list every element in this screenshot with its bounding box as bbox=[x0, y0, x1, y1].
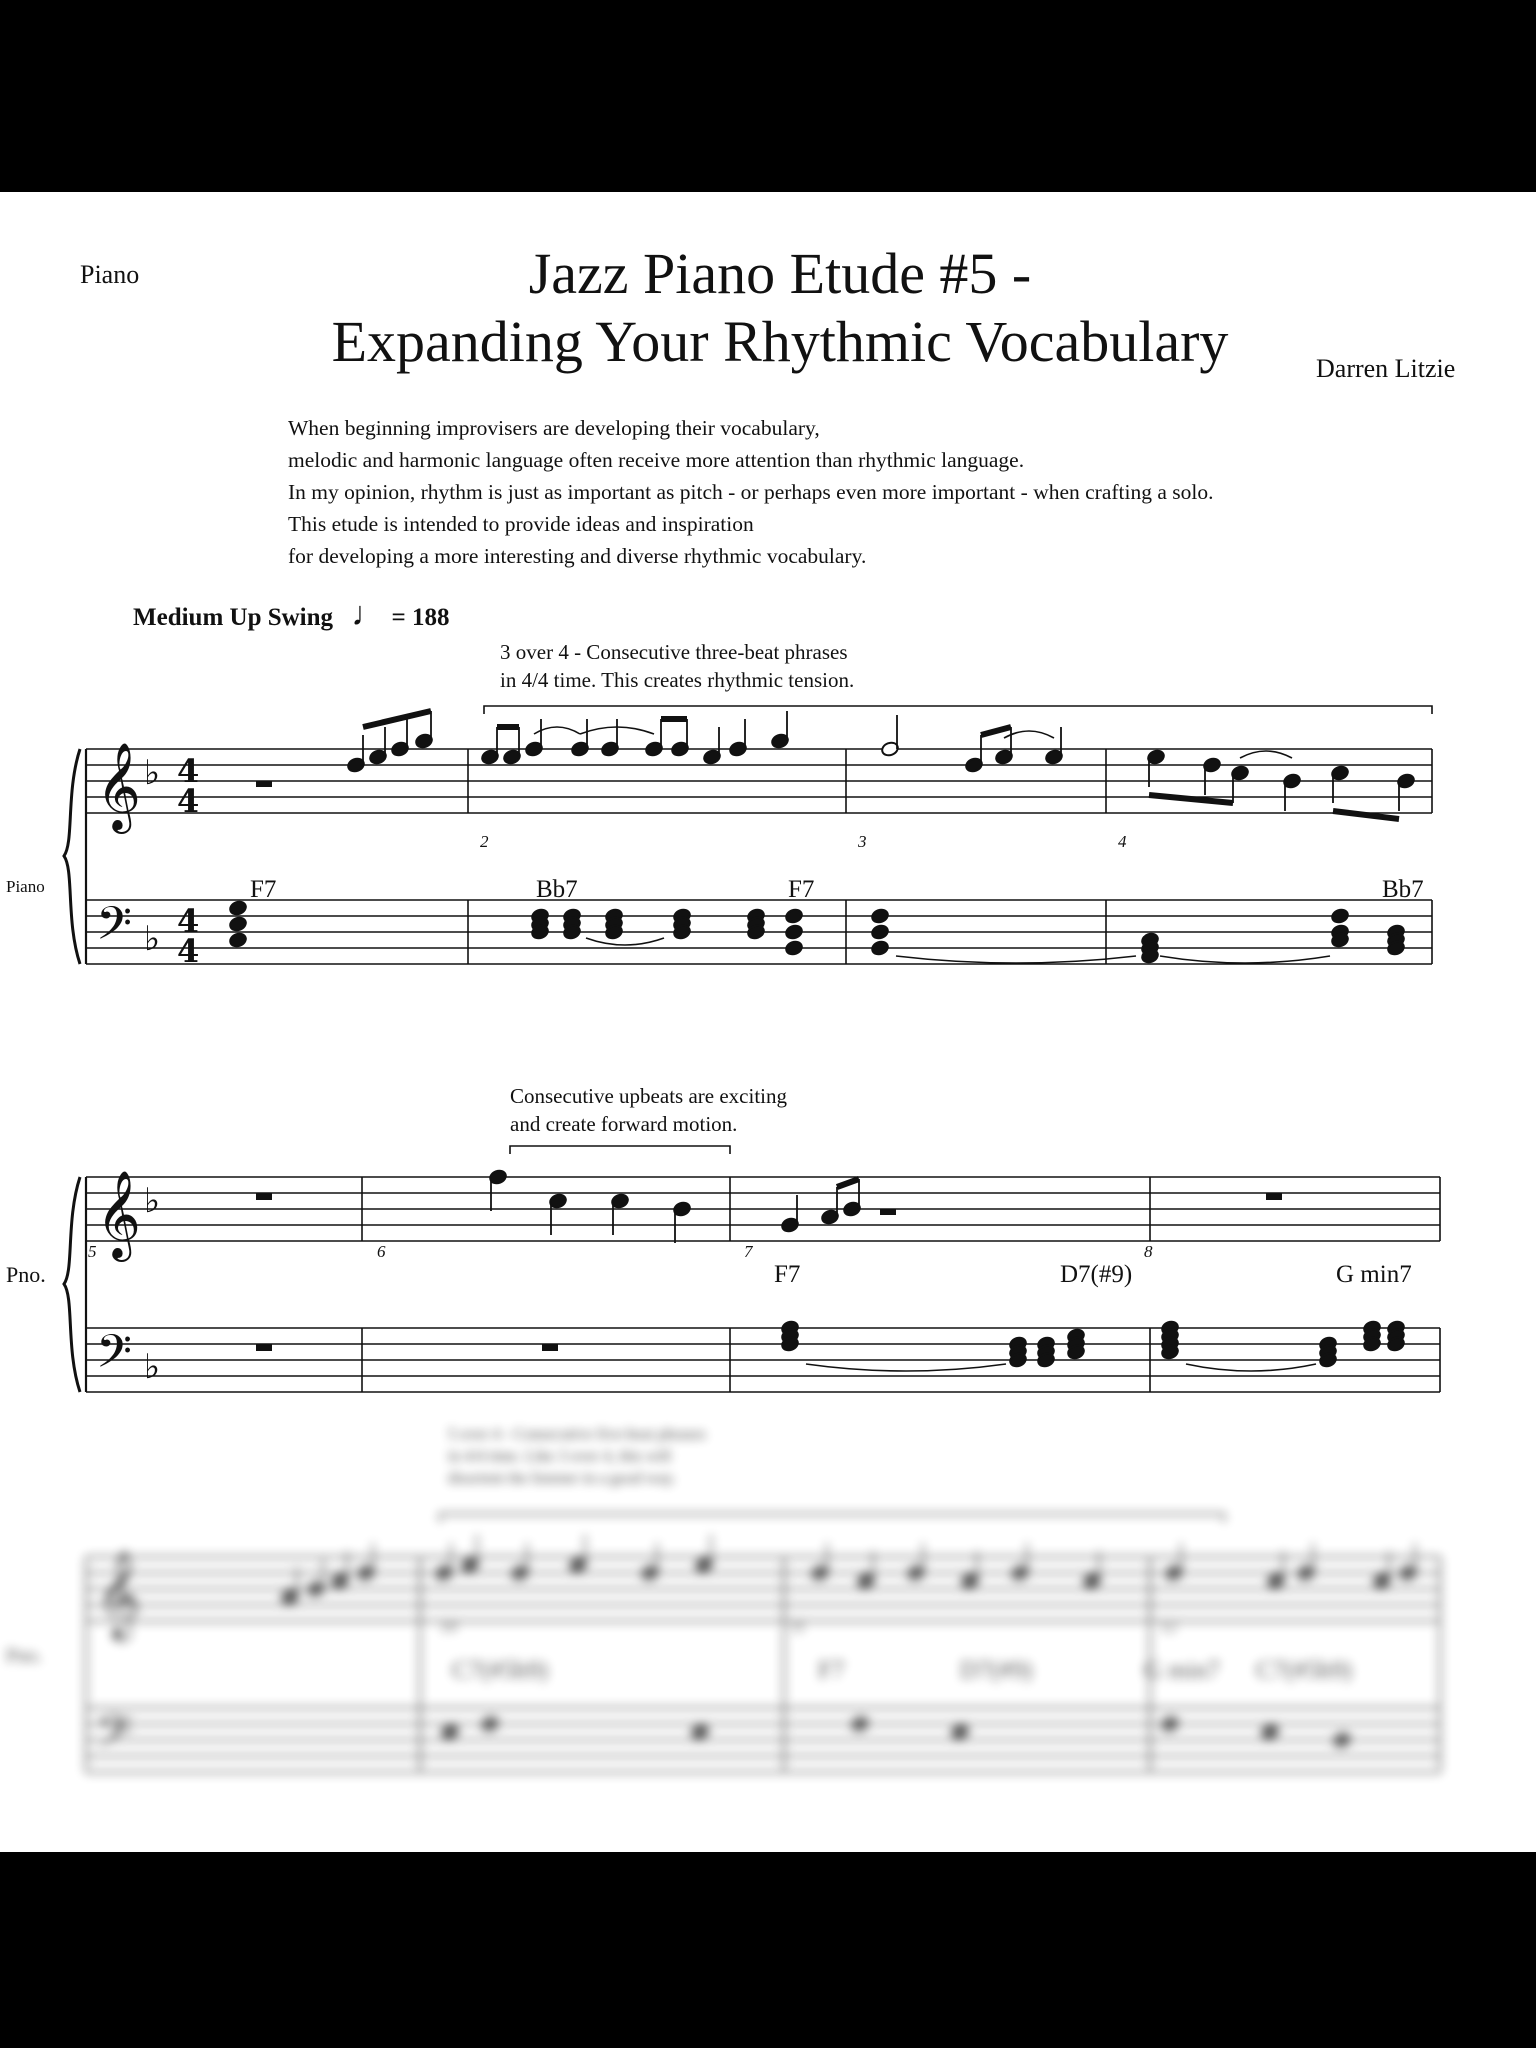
time-sig-bottom: 4 bbox=[177, 932, 200, 970]
phrase-bracket bbox=[510, 1146, 730, 1154]
system-3-blurred bbox=[6, 1514, 1440, 1772]
treble-clef-icon: 𝄞 bbox=[96, 1169, 141, 1258]
bass-clef-icon: 𝄢 bbox=[96, 897, 133, 962]
intro-line: melodic and harmonic language often receive more attention than rhythmic language. bbox=[288, 448, 1025, 472]
tie bbox=[1186, 1364, 1316, 1371]
chord-symbol: C7(#5b9) bbox=[1256, 1657, 1352, 1684]
chord-symbol: C7(#5b9) bbox=[452, 1657, 548, 1684]
beam bbox=[981, 727, 1011, 735]
annotation-line: 5 over 4 - Consecutive five-beat phrases bbox=[448, 1426, 706, 1443]
notehead bbox=[950, 1724, 969, 1741]
tie bbox=[896, 956, 1136, 963]
part-label: Pno. bbox=[6, 1645, 43, 1667]
beam bbox=[837, 1179, 859, 1187]
chord-symbol: Bb7 bbox=[1382, 876, 1424, 903]
chord-symbol: Bb7 bbox=[536, 876, 578, 903]
chord-symbol: G min7 bbox=[1336, 1261, 1412, 1288]
blurred-notation-marks bbox=[280, 1535, 1417, 1748]
title-line-2: Expanding Your Rhythmic Vocabulary bbox=[331, 309, 1229, 374]
chord-symbol: D7(#9) bbox=[1060, 1261, 1133, 1288]
sheet-page bbox=[0, 192, 1536, 1852]
notehead bbox=[784, 924, 803, 941]
bass-staff-2 bbox=[86, 1328, 1440, 1392]
measure-number: 2 bbox=[480, 832, 489, 851]
score-svg bbox=[0, 192, 1536, 1852]
notehead bbox=[228, 916, 247, 933]
notehead bbox=[1260, 1724, 1279, 1741]
half-rest-icon bbox=[880, 1209, 896, 1215]
measure-number: 5 bbox=[88, 1242, 97, 1261]
chord-symbol: F7 bbox=[788, 876, 815, 903]
annotation-line: in 4/4 time. Like 3 over 4, this will bbox=[448, 1448, 672, 1465]
bass-clef-icon: 𝄢 bbox=[96, 1325, 133, 1390]
notehead bbox=[870, 940, 889, 957]
brace-icon bbox=[64, 749, 80, 964]
measure-number: 12 bbox=[1160, 1617, 1177, 1636]
part-label: Pno. bbox=[6, 1262, 46, 1287]
measure-number: 3 bbox=[858, 832, 867, 851]
tie bbox=[1240, 751, 1292, 758]
intro-line: for developing a more interesting and diverse rhythmic vocabulary. bbox=[288, 544, 867, 568]
intro-line: This etude is intended to provide ideas and inspiration bbox=[288, 512, 754, 536]
quarter-note-icon: ♩ bbox=[351, 596, 386, 633]
instrument-label: Piano bbox=[80, 260, 140, 289]
notehead bbox=[228, 900, 247, 917]
notehead bbox=[1332, 1732, 1351, 1749]
notehead bbox=[1330, 908, 1349, 925]
tie bbox=[586, 938, 664, 945]
notehead bbox=[480, 1716, 499, 1733]
chord-symbol: F7 bbox=[818, 1657, 845, 1684]
brace-icon bbox=[64, 1177, 80, 1392]
title-line-1: Jazz Piano Etude #5 - bbox=[528, 241, 1032, 306]
notation-marks bbox=[228, 711, 1415, 1371]
measure-number: 4 bbox=[1118, 832, 1127, 851]
flat-icon: ♭ bbox=[144, 919, 161, 959]
whole-rest-icon bbox=[1266, 1193, 1282, 1200]
flat-icon: ♭ bbox=[144, 1347, 161, 1387]
whole-rest-icon bbox=[542, 1344, 558, 1351]
intro-line: When beginning improvisers are developing their vocabulary, bbox=[288, 416, 820, 440]
measure-number: 7 bbox=[744, 1242, 753, 1261]
measure-number: 10 bbox=[440, 1617, 457, 1636]
notehead bbox=[690, 1724, 709, 1741]
chord-symbol: D7(#9) bbox=[960, 1657, 1033, 1684]
measure-number: 8 bbox=[1144, 1242, 1153, 1261]
time-sig-bottom: 4 bbox=[177, 782, 200, 820]
chord-symbol: G min7 bbox=[1144, 1657, 1220, 1684]
chord-symbol: F7 bbox=[774, 1261, 801, 1288]
intro-line: In my opinion, rhythm is just as important as pitch - or perhaps even more important - when crafting a solo. bbox=[288, 480, 1214, 504]
beam bbox=[363, 711, 431, 727]
phrase-bracket bbox=[484, 706, 1432, 714]
chord-symbol: F7 bbox=[250, 876, 277, 903]
treble-staff-2 bbox=[86, 1177, 1440, 1241]
flat-icon: ♭ bbox=[144, 1181, 161, 1221]
notehead bbox=[850, 1716, 869, 1733]
tie bbox=[1160, 956, 1330, 963]
annotation-line: disorient the listener in a good way. bbox=[448, 1470, 676, 1487]
treble-clef-icon: 𝄞 bbox=[96, 741, 141, 830]
whole-rest-icon bbox=[256, 1193, 272, 1200]
annotation-line: and create forward motion. bbox=[510, 1112, 738, 1136]
whole-rest-icon bbox=[256, 1344, 272, 1351]
notehead bbox=[784, 940, 803, 957]
annotation-line: in 4/4 time. This creates rhythmic tension. bbox=[500, 668, 855, 692]
composer-name: Darren Litzie bbox=[1316, 354, 1456, 383]
svg-text:𝄢: 𝄢 bbox=[96, 1707, 133, 1769]
measure-number: 11 bbox=[790, 1617, 806, 1636]
flat-icon: ♭ bbox=[144, 753, 161, 793]
tempo-value: = 188 bbox=[391, 604, 450, 631]
notehead bbox=[870, 924, 889, 941]
notehead bbox=[1160, 1716, 1179, 1733]
annotation-line: Consecutive upbeats are exciting bbox=[510, 1084, 787, 1108]
tempo-text: Medium Up Swing bbox=[133, 604, 334, 631]
notehead bbox=[784, 908, 803, 925]
annotation-line: 3 over 4 - Consecutive three-beat phrases bbox=[500, 640, 848, 664]
time-sig-top: 4 bbox=[177, 752, 200, 790]
tie bbox=[806, 1364, 1006, 1371]
time-sig-top: 4 bbox=[177, 902, 200, 940]
notehead bbox=[870, 908, 889, 925]
part-label: Piano bbox=[6, 877, 45, 896]
half-rest-icon bbox=[256, 781, 272, 787]
svg-text:𝄞: 𝄞 bbox=[96, 1553, 141, 1637]
notehead bbox=[440, 1724, 459, 1741]
notehead bbox=[228, 932, 247, 949]
measure-number: 6 bbox=[377, 1242, 386, 1261]
